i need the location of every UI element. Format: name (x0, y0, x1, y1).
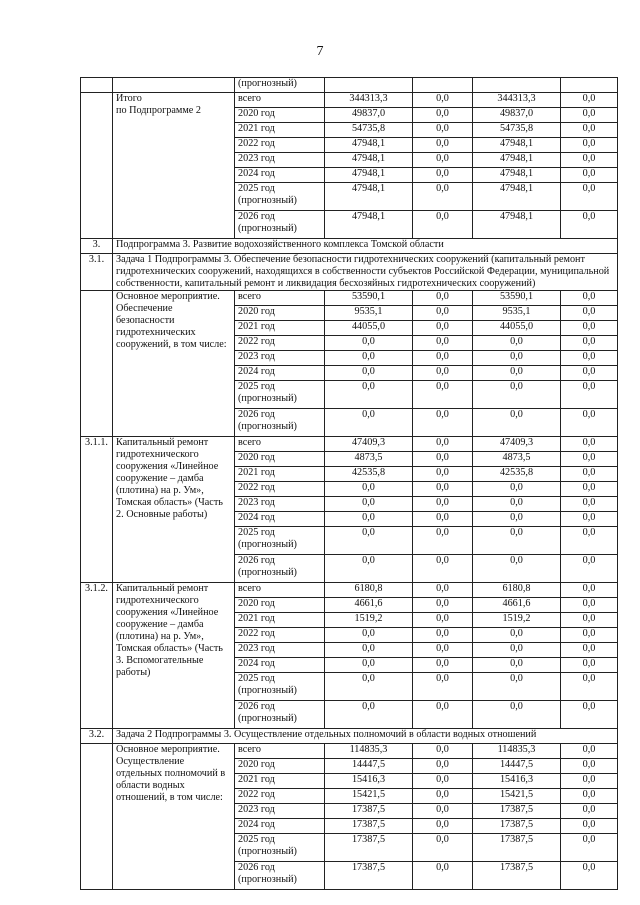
value-federal: 0,0 (413, 138, 473, 153)
page-number: 7 (316, 44, 324, 59)
year-cell: 2021 год (235, 613, 325, 628)
value-regional: 17387,5 (473, 834, 561, 862)
value-total: 15416,3 (325, 774, 413, 789)
section-number: 3. (81, 239, 113, 254)
value-federal: 0,0 (413, 658, 473, 673)
value-federal: 0,0 (413, 598, 473, 613)
value-total: 4873,5 (325, 452, 413, 467)
value-federal: 0,0 (413, 351, 473, 366)
value-federal: 0,0 (413, 467, 473, 482)
year-cell: 2021 год (235, 467, 325, 482)
value-regional: 4873,5 (473, 452, 561, 467)
value-total: 17387,5 (325, 804, 413, 819)
value-other: 0,0 (561, 774, 618, 789)
value-federal: 0,0 (413, 774, 473, 789)
value-total: 17387,5 (325, 834, 413, 862)
value-regional: 53590,1 (473, 291, 561, 306)
value-regional: 4661,6 (473, 598, 561, 613)
value-regional: 49837,0 (473, 108, 561, 123)
year-cell: всего (235, 291, 325, 306)
year-cell: 2024 год (235, 366, 325, 381)
activity-name-line: по Подпрограмме 2 (116, 105, 201, 116)
value-other: 0,0 (561, 744, 618, 759)
value-federal: 0,0 (413, 862, 473, 890)
value-federal: 0,0 (413, 701, 473, 729)
year-cell: 2024 год (235, 819, 325, 834)
year-cell: 2026 год (прогнозный) (235, 555, 325, 583)
value-total: 0,0 (325, 482, 413, 497)
value-other: 0,0 (561, 583, 618, 598)
year-cell: всего (235, 437, 325, 452)
value-other: 0,0 (561, 701, 618, 729)
year-cell: 2026 год (прогнозный) (235, 862, 325, 890)
continuation-row (81, 78, 618, 93)
value-total: 47948,1 (325, 211, 413, 239)
value-other: 0,0 (561, 168, 618, 183)
year-cell: всего (235, 93, 325, 108)
value-other: 0,0 (561, 527, 618, 555)
value-federal: 0,0 (413, 834, 473, 862)
value-total: 17387,5 (325, 862, 413, 890)
value-regional: 47409,3 (473, 437, 561, 452)
year-cell: 2023 год (235, 804, 325, 819)
value-other: 0,0 (561, 834, 618, 862)
value-other: 0,0 (561, 351, 618, 366)
year-cell: 2020 год (235, 108, 325, 123)
year-cell: 2020 год (235, 759, 325, 774)
value-regional: 0,0 (473, 512, 561, 527)
value-other: 0,0 (561, 108, 618, 123)
activity-name-line: Итого (116, 93, 142, 104)
value-federal: 0,0 (413, 555, 473, 583)
value-total: 1519,2 (325, 613, 413, 628)
year-cell: 2026 год (прогнозный) (235, 701, 325, 729)
year-cell: 2025 год (прогнозный) (235, 381, 325, 409)
section-number: 3.1. (81, 254, 113, 291)
value-federal: 0,0 (413, 527, 473, 555)
value-federal: 0,0 (413, 306, 473, 321)
table-row (81, 291, 618, 306)
year-cell: 2025 год (прогнозный) (235, 673, 325, 701)
value-total: 0,0 (325, 555, 413, 583)
value-total: 47948,1 (325, 153, 413, 168)
value-total: 9535,1 (325, 306, 413, 321)
value-regional: 0,0 (473, 555, 561, 583)
value-total: 49837,0 (325, 108, 413, 123)
year-cell: 2020 год (235, 306, 325, 321)
value-federal: 0,0 (413, 211, 473, 239)
value-federal: 0,0 (413, 497, 473, 512)
value-total: 53590,1 (325, 291, 413, 306)
value-federal: 0,0 (413, 613, 473, 628)
section-number: 3.2. (81, 729, 113, 744)
year-cell: 2026 год (прогнозный) (235, 409, 325, 437)
year-cell: 2025 год (прогнозный) (235, 527, 325, 555)
year-cell: 2022 год (235, 482, 325, 497)
table-row (81, 93, 618, 108)
value-other: 0,0 (561, 291, 618, 306)
activity-name: Основное мероприятие. Осуществление отдельных полномочий в области водных отношений, в том числе: (113, 744, 235, 890)
value-other: 0,0 (561, 409, 618, 437)
value-regional: 0,0 (473, 409, 561, 437)
value-federal: 0,0 (413, 452, 473, 467)
value-other: 0,0 (561, 467, 618, 482)
year-cell: 2021 год (235, 123, 325, 138)
value-total: 344313,3 (325, 93, 413, 108)
value-total: 0,0 (325, 381, 413, 409)
value-federal: 0,0 (413, 183, 473, 211)
value-total: 6180,8 (325, 583, 413, 598)
value-regional: 17387,5 (473, 819, 561, 834)
row-number (81, 744, 113, 890)
year-cell: 2025 год (прогнозный) (235, 834, 325, 862)
row-number (81, 93, 113, 239)
value-total: 47948,1 (325, 183, 413, 211)
value-federal: 0,0 (413, 366, 473, 381)
value-other: 0,0 (561, 643, 618, 658)
value-other: 0,0 (561, 211, 618, 239)
year-cell: всего (235, 583, 325, 598)
value-other: 0,0 (561, 555, 618, 583)
value-total: 0,0 (325, 409, 413, 437)
value-total: 0,0 (325, 628, 413, 643)
value-regional: 47948,1 (473, 211, 561, 239)
value-other: 0,0 (561, 366, 618, 381)
row-number (81, 291, 113, 437)
value-federal: 0,0 (413, 804, 473, 819)
value-federal: 0,0 (413, 744, 473, 759)
value-federal: 0,0 (413, 628, 473, 643)
value-total: 0,0 (325, 643, 413, 658)
value-other: 0,0 (561, 123, 618, 138)
value-other: 0,0 (561, 759, 618, 774)
value-regional: 0,0 (473, 381, 561, 409)
year-cell: 2022 год (235, 628, 325, 643)
value-other: 0,0 (561, 336, 618, 351)
value-total: 17387,5 (325, 819, 413, 834)
value-regional: 42535,8 (473, 467, 561, 482)
value-regional: 0,0 (473, 701, 561, 729)
value-other: 0,0 (561, 306, 618, 321)
value-regional: 17387,5 (473, 804, 561, 819)
value-total: 0,0 (325, 701, 413, 729)
value-other: 0,0 (561, 628, 618, 643)
value-other: 0,0 (561, 673, 618, 701)
year-cell: 2020 год (235, 452, 325, 467)
value-total: 15421,5 (325, 789, 413, 804)
value-regional: 9535,1 (473, 306, 561, 321)
value-federal: 0,0 (413, 381, 473, 409)
activity-name: Капитальный ремонт гидротехнического сооружения «Линейное сооружение – дамба (плотина) на р. Ум», Томская область» (Часть 2. Основные работы) (113, 437, 235, 583)
value-total: 47409,3 (325, 437, 413, 452)
value-total: 0,0 (325, 658, 413, 673)
row-number: 3.1.2. (81, 583, 113, 729)
table-row (81, 744, 618, 759)
value-total: 47948,1 (325, 168, 413, 183)
year-cell: 2020 год (235, 598, 325, 613)
value-federal: 0,0 (413, 291, 473, 306)
value-federal: 0,0 (413, 123, 473, 138)
value-other: 0,0 (561, 321, 618, 336)
value-other: 0,0 (561, 482, 618, 497)
value-total: 0,0 (325, 673, 413, 701)
year-cell: (прогнозный) (235, 78, 325, 93)
task-header-row (81, 729, 618, 744)
value-federal: 0,0 (413, 153, 473, 168)
value-regional: 0,0 (473, 527, 561, 555)
value-regional: 0,0 (473, 643, 561, 658)
value-regional: 0,0 (473, 658, 561, 673)
activity-name (113, 93, 235, 239)
value-regional: 0,0 (473, 366, 561, 381)
value-regional: 114835,3 (473, 744, 561, 759)
year-cell: 2023 год (235, 497, 325, 512)
value-federal: 0,0 (413, 437, 473, 452)
section-title: Задача 2 Подпрограммы 3. Осуществление отдельных полномочий в области водных отношений (113, 729, 618, 744)
value-federal: 0,0 (413, 321, 473, 336)
value-other: 0,0 (561, 153, 618, 168)
year-cell: 2024 год (235, 168, 325, 183)
value-regional: 0,0 (473, 336, 561, 351)
value-regional: 0,0 (473, 351, 561, 366)
value-total: 114835,3 (325, 744, 413, 759)
value-other: 0,0 (561, 138, 618, 153)
value-other: 0,0 (561, 862, 618, 890)
value-regional: 0,0 (473, 497, 561, 512)
value-regional: 47948,1 (473, 153, 561, 168)
task-header-row (81, 254, 618, 291)
value-regional: 0,0 (473, 673, 561, 701)
value-total: 0,0 (325, 512, 413, 527)
value-other: 0,0 (561, 819, 618, 834)
year-cell: 2024 год (235, 658, 325, 673)
value-federal: 0,0 (413, 673, 473, 701)
section-title: Подпрограмма 3. Развитие водохозяйственного комплекса Томской области (113, 239, 618, 254)
value-federal: 0,0 (413, 789, 473, 804)
activity-name: Основное мероприятие. Обеспечение безопасности гидротехнических сооружений, в том числе: (113, 291, 235, 437)
year-cell: 2021 год (235, 774, 325, 789)
value-total: 54735,8 (325, 123, 413, 138)
value-other: 0,0 (561, 381, 618, 409)
value-other: 0,0 (561, 598, 618, 613)
value-regional: 44055,0 (473, 321, 561, 336)
value-federal: 0,0 (413, 583, 473, 598)
table-row (81, 583, 618, 598)
value-federal: 0,0 (413, 512, 473, 527)
value-regional: 47948,1 (473, 168, 561, 183)
value-total: 0,0 (325, 351, 413, 366)
value-federal: 0,0 (413, 819, 473, 834)
value-regional: 344313,3 (473, 93, 561, 108)
value-regional: 47948,1 (473, 183, 561, 211)
year-cell: 2026 год (прогнозный) (235, 211, 325, 239)
value-federal: 0,0 (413, 409, 473, 437)
table-row (81, 437, 618, 452)
value-federal: 0,0 (413, 482, 473, 497)
value-other: 0,0 (561, 804, 618, 819)
value-total: 44055,0 (325, 321, 413, 336)
value-federal: 0,0 (413, 108, 473, 123)
value-regional: 15421,5 (473, 789, 561, 804)
year-cell: 2025 год (прогнозный) (235, 183, 325, 211)
value-regional: 17387,5 (473, 862, 561, 890)
value-total: 0,0 (325, 497, 413, 512)
value-total: 42535,8 (325, 467, 413, 482)
value-other: 0,0 (561, 658, 618, 673)
value-regional: 0,0 (473, 628, 561, 643)
value-total: 0,0 (325, 366, 413, 381)
section-title: Задача 1 Подпрограммы 3. Обеспечение безопасности гидротехнических сооружений (капитальный ремонт гидротехнических сооружений, находящихся в собственности субъектов Российской Федерации, муниципальной собственности, капитальный ремонт и ликвидация бесхозяйных гидротехнических сооружений) (113, 254, 618, 291)
year-cell: всего (235, 744, 325, 759)
value-other: 0,0 (561, 613, 618, 628)
value-total: 4661,6 (325, 598, 413, 613)
value-federal: 0,0 (413, 759, 473, 774)
value-other: 0,0 (561, 93, 618, 108)
value-total: 0,0 (325, 527, 413, 555)
value-regional: 0,0 (473, 482, 561, 497)
value-regional: 47948,1 (473, 138, 561, 153)
value-other: 0,0 (561, 183, 618, 211)
value-other: 0,0 (561, 789, 618, 804)
year-cell: 2022 год (235, 138, 325, 153)
year-cell: 2022 год (235, 789, 325, 804)
value-federal: 0,0 (413, 168, 473, 183)
year-cell: 2023 год (235, 153, 325, 168)
year-cell: 2024 год (235, 512, 325, 527)
value-regional: 14447,5 (473, 759, 561, 774)
year-cell: 2023 год (235, 351, 325, 366)
value-other: 0,0 (561, 452, 618, 467)
value-regional: 1519,2 (473, 613, 561, 628)
value-regional: 15416,3 (473, 774, 561, 789)
value-total: 0,0 (325, 336, 413, 351)
value-total: 47948,1 (325, 138, 413, 153)
value-other: 0,0 (561, 512, 618, 527)
year-cell: 2021 год (235, 321, 325, 336)
value-total: 14447,5 (325, 759, 413, 774)
value-other: 0,0 (561, 497, 618, 512)
subprogram-header-row (81, 239, 618, 254)
value-other: 0,0 (561, 437, 618, 452)
value-regional: 6180,8 (473, 583, 561, 598)
budget-table (80, 77, 618, 890)
year-cell: 2022 год (235, 336, 325, 351)
value-federal: 0,0 (413, 93, 473, 108)
year-cell: 2023 год (235, 643, 325, 658)
row-number: 3.1.1. (81, 437, 113, 583)
value-federal: 0,0 (413, 336, 473, 351)
value-federal: 0,0 (413, 643, 473, 658)
activity-name: Капитальный ремонт гидротехнического сооружения «Линейное сооружение – дамба (плотина) на р. Ум», Томская область» (Часть 3. Вспомогательные работы) (113, 583, 235, 729)
value-regional: 54735,8 (473, 123, 561, 138)
